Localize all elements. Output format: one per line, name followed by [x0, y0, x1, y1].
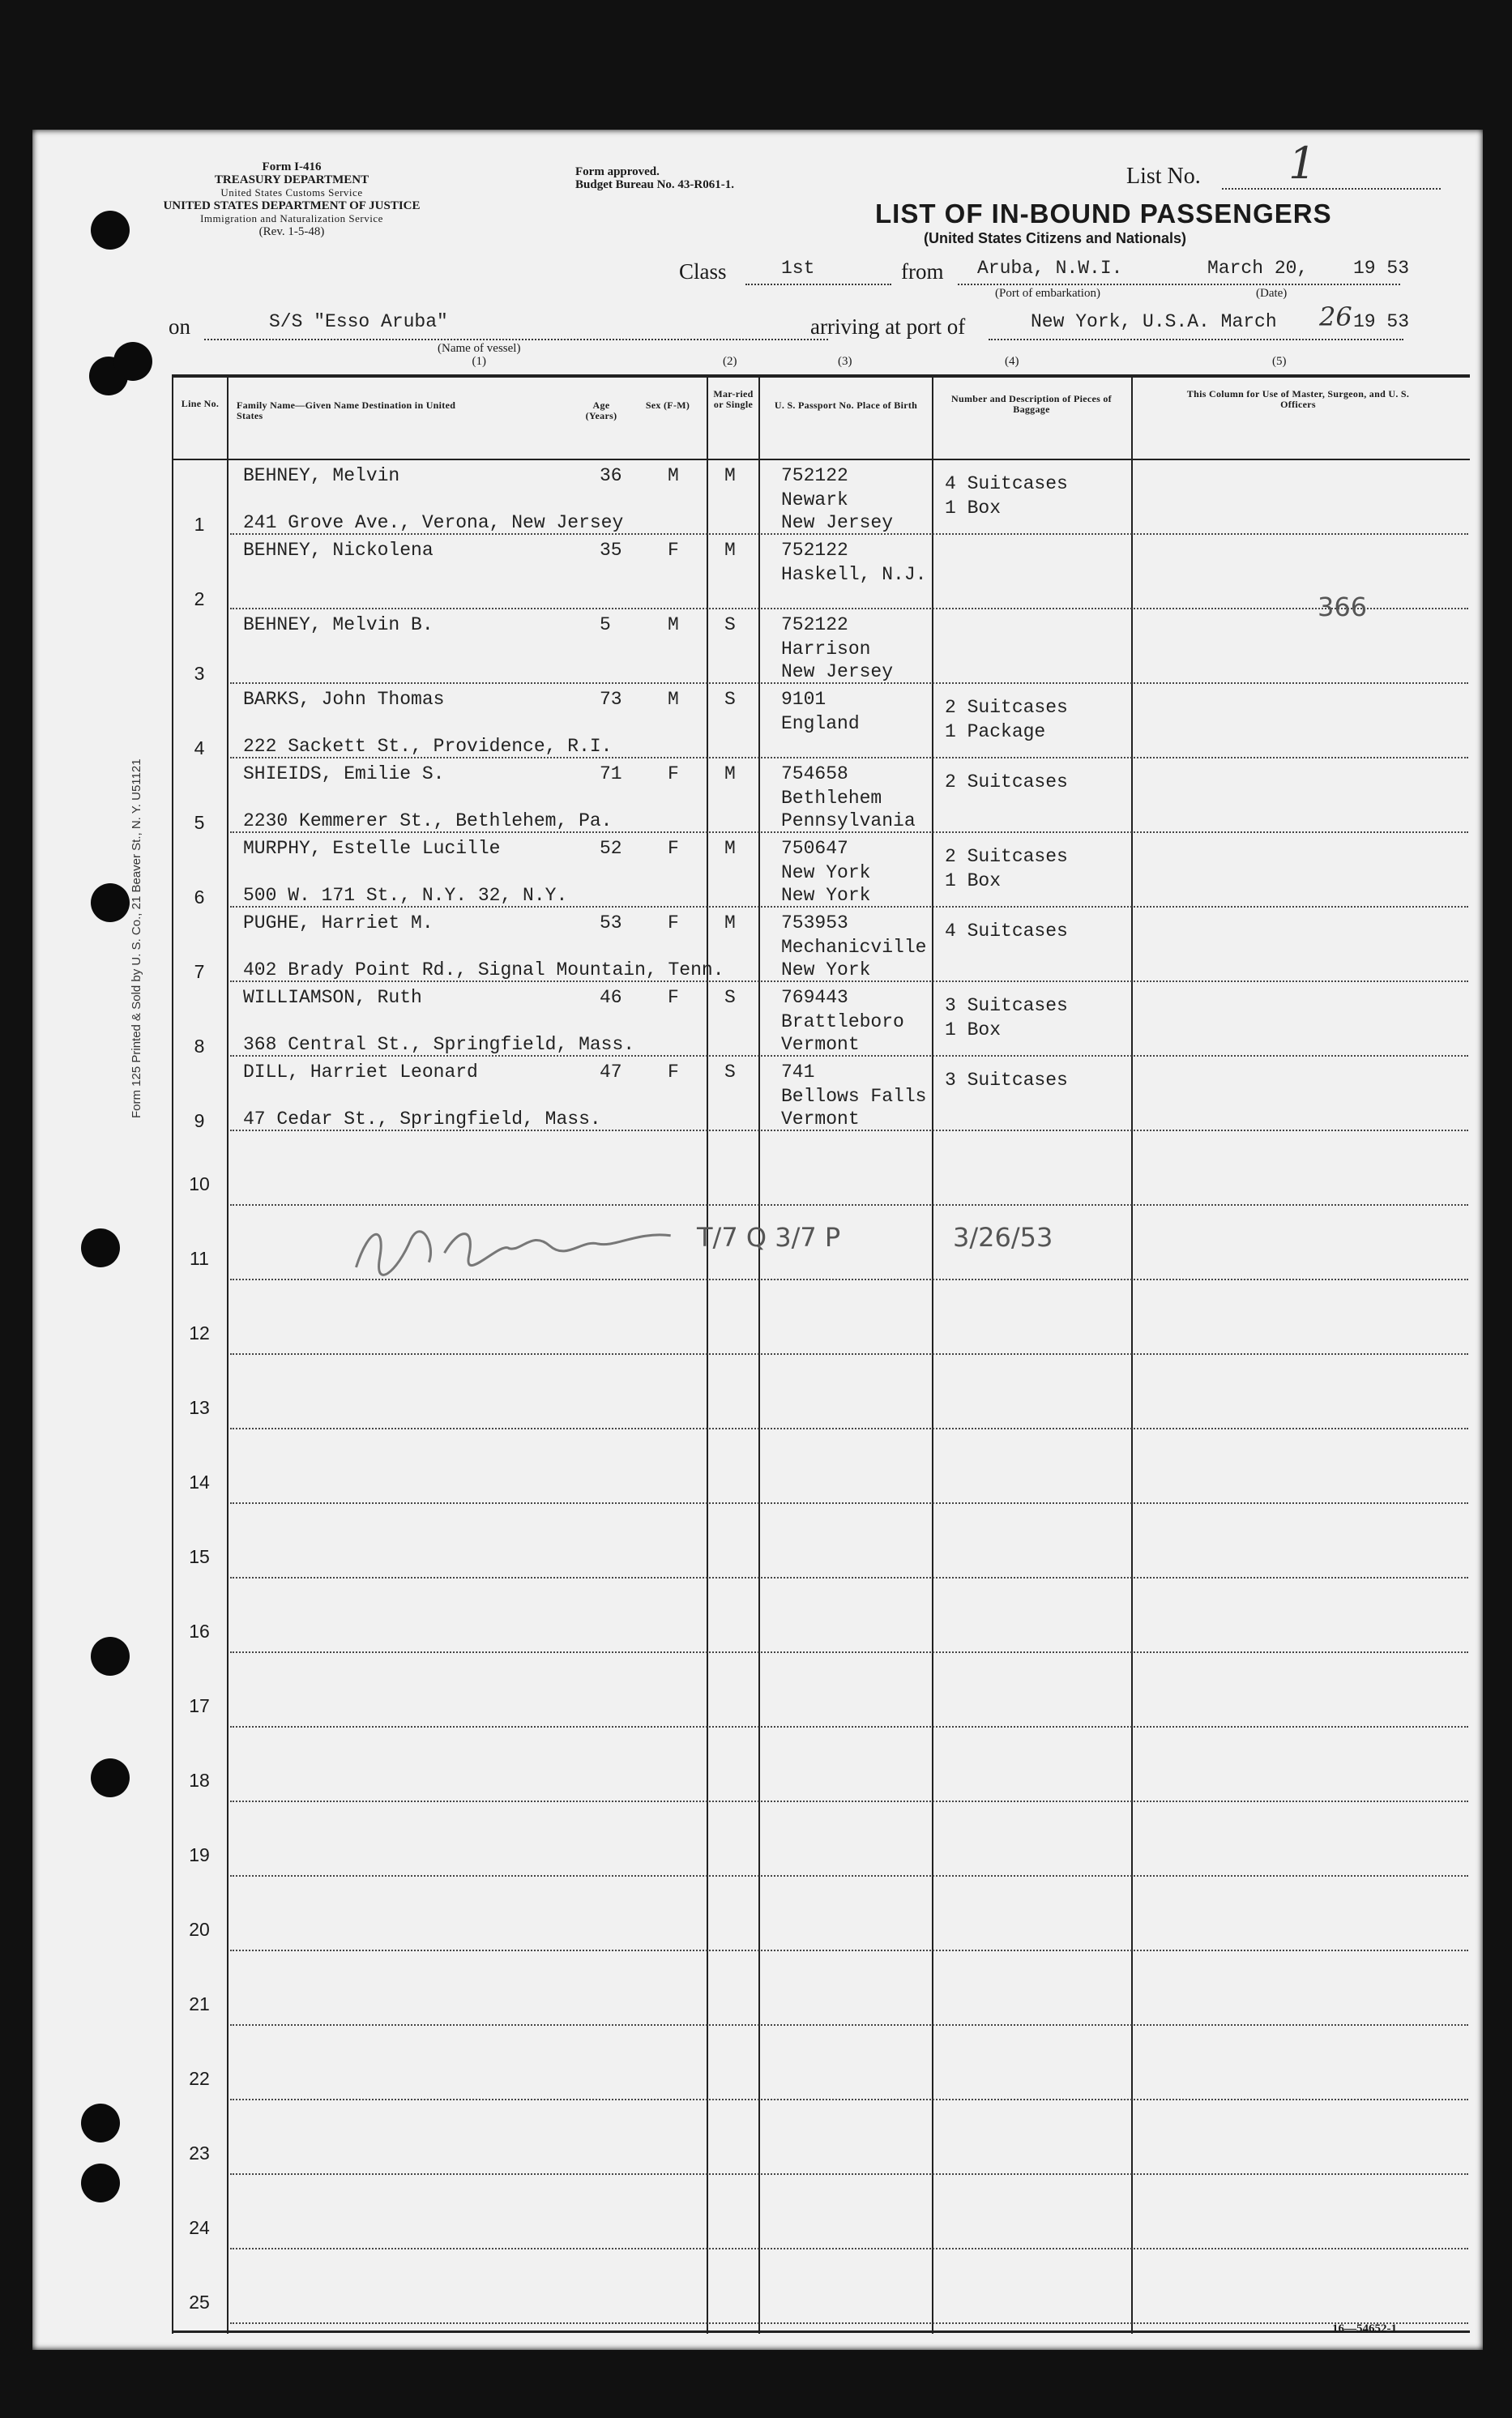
vessel-caption-text: (Name of vessel): [438, 342, 521, 355]
table-row: [172, 2027, 1470, 2102]
table-row: [172, 536, 1470, 611]
birthplace-line1: Newark: [781, 489, 848, 511]
passenger-age: 73: [600, 689, 622, 710]
line-number: 3: [194, 663, 205, 684]
line-number: 22: [189, 2068, 210, 2089]
row-rule: [230, 2024, 1468, 2026]
line-number: 8: [194, 1036, 205, 1057]
table-row: [172, 760, 1470, 835]
arrival-day: 26: [1319, 301, 1352, 332]
passenger-marital: M: [724, 838, 736, 859]
table-row: [172, 462, 1470, 536]
passenger-sex: F: [668, 987, 679, 1008]
baggage-line1: 4 Suitcases: [945, 473, 1068, 494]
punch-hole: [91, 1637, 130, 1676]
passenger-marital: S: [724, 689, 736, 710]
from-port: Aruba, N.W.I.: [977, 258, 1123, 279]
from-year: 19 53: [1353, 258, 1410, 279]
arrival-line: [989, 339, 1403, 340]
passenger-name: SHIEIDS, Emilie S.: [243, 763, 445, 784]
table-row: [172, 1133, 1470, 1207]
table-row: [172, 1282, 1470, 1356]
row-rule: [230, 1950, 1468, 1951]
passenger-age: 36: [600, 465, 622, 486]
table-row: [172, 1804, 1470, 1878]
row-rule: [230, 2322, 1468, 2324]
passenger-name: BEHNEY, Melvin: [243, 465, 400, 486]
punch-hole: [91, 883, 130, 922]
line-number: 5: [194, 812, 205, 833]
passenger-marital: S: [724, 987, 736, 1008]
line-number: 13: [189, 1397, 210, 1418]
table-row: [172, 1431, 1470, 1506]
row-rule: [230, 831, 1468, 833]
line-number: 12: [189, 1322, 210, 1344]
passenger-marital: S: [724, 1062, 736, 1083]
table-row: [172, 1953, 1470, 2027]
passenger-sex: M: [668, 465, 679, 486]
line-number: 20: [189, 1919, 210, 1940]
passenger-name: BEHNEY, Melvin B.: [243, 614, 434, 635]
line-number: 11: [190, 1248, 209, 1269]
birthplace-line2: Vermont: [781, 1109, 860, 1130]
row-rule: [230, 1502, 1468, 1504]
birthplace-line1: Brattleboro: [781, 1011, 904, 1032]
passenger-address: 2230 Kemmerer St., Bethlehem, Pa.: [243, 810, 613, 831]
page-title: LIST OF IN-BOUND PASSENGERS: [875, 199, 1332, 229]
birthplace-line2: New York: [781, 959, 871, 980]
passenger-name: BARKS, John Thomas: [243, 689, 445, 710]
passenger-age: 5: [600, 614, 611, 635]
passenger-age: 46: [600, 987, 622, 1008]
passenger-age: 47: [600, 1062, 622, 1083]
punch-hole: [91, 1758, 130, 1797]
customs-label: United States Customs Service: [220, 186, 363, 199]
from-label: from: [901, 259, 944, 284]
treasury-label: TREASURY DEPARTMENT: [214, 173, 369, 186]
table-row: [172, 2251, 1470, 2326]
table-row: [172, 611, 1470, 686]
list-no-value: 1: [1288, 138, 1317, 189]
arrival-port: New York, U.S.A. March: [1031, 311, 1277, 332]
class-line: [745, 284, 891, 285]
passenger-sex: F: [668, 763, 679, 784]
passenger-sex: F: [668, 912, 679, 933]
col-header-age: Age (Years): [585, 399, 617, 421]
col-header-passport: U. S. Passport No. Place of Birth: [774, 399, 918, 411]
passenger-name: BEHNEY, Nickolena: [243, 540, 434, 561]
table-row: [172, 1878, 1470, 1953]
passport-number: 769443: [781, 987, 848, 1008]
col-num-4: (4): [1005, 355, 1019, 368]
line-number: 10: [189, 1173, 210, 1194]
pencil-note: T/7 Q 3/7 P: [697, 1222, 841, 1253]
birthplace-line1: England: [781, 713, 860, 734]
baggage-line2: 1 Package: [945, 721, 1046, 742]
row-rule: [230, 1353, 1468, 1355]
passenger-sex: M: [668, 689, 679, 710]
passenger-address: 222 Sackett St., Providence, R.I.: [243, 736, 613, 757]
port-caption: (Port of embarkation): [995, 287, 1100, 300]
row-rule: [230, 1875, 1468, 1877]
pencil-date: 3/26/53: [953, 1222, 1053, 1253]
list-no-line: [1222, 188, 1441, 190]
col-num-3: (3): [838, 355, 852, 368]
vessel-line: [204, 339, 828, 340]
passenger-name: DILL, Harriet Leonard: [243, 1062, 478, 1083]
baggage-line2: 1 Box: [945, 498, 1002, 519]
passenger-age: 35: [600, 540, 622, 561]
birthplace-line1: Mechanicville: [781, 937, 927, 958]
row-rule: [230, 1726, 1468, 1728]
punch-hole: [81, 2104, 120, 2142]
passenger-marital: M: [724, 465, 736, 486]
line-number: 21: [189, 1993, 210, 2014]
passport-number: 754658: [781, 763, 848, 784]
form-approved-label: Form approved.: [575, 165, 660, 178]
passport-number: 752122: [781, 614, 848, 635]
passport-number: 750647: [781, 838, 848, 859]
line-number: 18: [189, 1770, 210, 1791]
line-number: 15: [189, 1546, 210, 1567]
date-caption: (Date): [1256, 287, 1288, 300]
officer-mark: 366: [1318, 592, 1368, 622]
birthplace-line2: New York: [781, 885, 871, 906]
col-header-officers: This Column for Use of Master, Surgeon, and U. S. Officers: [1186, 388, 1410, 410]
col-num-2: (2): [723, 355, 737, 368]
row-rule: [230, 1055, 1468, 1057]
passenger-name: WILLIAMSON, Ruth: [243, 987, 422, 1008]
passenger-marital: M: [724, 540, 736, 561]
line-number: 2: [194, 588, 205, 609]
from-line: [958, 284, 1400, 285]
line-number: 6: [194, 886, 205, 908]
arrival-year: 19 53: [1353, 311, 1410, 332]
table-row: [172, 1580, 1470, 1655]
passenger-marital: M: [724, 912, 736, 933]
table-top-border: [172, 374, 1470, 378]
vessel-col-num: (1): [472, 355, 486, 368]
passport-number: 752122: [781, 540, 848, 561]
punch-hole: [81, 1228, 120, 1267]
birthplace-line2: Vermont: [781, 1034, 860, 1055]
passenger-age: 52: [600, 838, 622, 859]
passenger-name: PUGHE, Harriet M.: [243, 912, 434, 933]
line-number: 7: [194, 961, 205, 982]
row-rule: [230, 533, 1468, 535]
row-rule: [230, 1577, 1468, 1579]
class-label: Class: [679, 259, 727, 284]
row-rule: [230, 682, 1468, 684]
row-rule: [230, 608, 1468, 609]
baggage-line2: 1 Box: [945, 1019, 1002, 1040]
passenger-address: 368 Central St., Springfield, Mass.: [243, 1034, 635, 1055]
justice-label: UNITED STATES DEPARTMENT OF JUSTICE: [163, 199, 421, 212]
birthplace-line2: New Jersey: [781, 512, 894, 533]
table-row: [172, 835, 1470, 909]
line-number: 14: [189, 1472, 210, 1493]
row-rule: [230, 2099, 1468, 2100]
passenger-sex: M: [668, 614, 679, 635]
row-rule: [230, 1428, 1468, 1429]
passport-number: 741: [781, 1062, 815, 1083]
line-number: 23: [189, 2142, 210, 2164]
header-bottom-border: [172, 459, 1470, 460]
punch-hole: [81, 2164, 120, 2202]
vessel-name: S/S "Esso Aruba": [269, 311, 448, 332]
birthplace-line2: Pennsylvania: [781, 810, 916, 831]
birthplace-line1: Haskell, N.J.: [781, 564, 927, 585]
form-footer: 16—54652-1: [1332, 2322, 1397, 2335]
birthplace-line1: Harrison: [781, 639, 871, 660]
baggage-line1: 3 Suitcases: [945, 1070, 1068, 1091]
budget-label: Budget Bureau No. 43-R061-1.: [575, 178, 734, 191]
passenger-age: 71: [600, 763, 622, 784]
row-rule: [230, 2248, 1468, 2249]
passenger-age: 53: [600, 912, 622, 933]
row-rule: [230, 906, 1468, 908]
passenger-address: 500 W. 171 St., N.Y. 32, N.Y.: [243, 885, 568, 906]
line-number: 1: [194, 514, 205, 535]
revision-label: (Rev. 1-5-48): [258, 225, 325, 238]
header-agencies: [162, 160, 421, 238]
line-number: 4: [194, 737, 205, 758]
passport-number: 9101: [781, 689, 826, 710]
passenger-marital: S: [724, 614, 736, 635]
col-header-line-no: Line No.: [181, 398, 220, 409]
form-number: Form I-416: [262, 160, 322, 173]
page-subtitle: (United States Citizens and Nationals): [924, 230, 1187, 246]
line-number: 17: [189, 1695, 210, 1716]
col-header-baggage: Number and Description of Pieces of Baggage: [951, 393, 1112, 415]
row-rule: [230, 1204, 1468, 1206]
row-rule: [230, 980, 1468, 982]
table-row: [172, 1506, 1470, 1580]
baggage-line1: 3 Suitcases: [945, 995, 1068, 1016]
baggage-line1: 4 Suitcases: [945, 921, 1068, 942]
form-page: [32, 130, 1483, 2350]
arriving-label: arriving at port of: [810, 314, 966, 339]
vessel-caption: [438, 342, 520, 368]
table-row: [172, 909, 1470, 984]
table-row: [172, 2102, 1470, 2177]
birthplace-line1: New York: [781, 862, 871, 883]
from-date: March 20,: [1207, 258, 1309, 279]
baggage-line2: 1 Box: [945, 870, 1002, 891]
passenger-sex: F: [668, 540, 679, 561]
passenger-address: 47 Cedar St., Springfield, Mass.: [243, 1109, 601, 1130]
birthplace-line2: New Jersey: [781, 661, 894, 682]
col-num-5: (5): [1272, 355, 1287, 368]
passport-number: 753953: [781, 912, 848, 933]
passenger-sex: F: [668, 838, 679, 859]
birthplace-line1: Bethlehem: [781, 788, 882, 809]
col-header-married: Mar-ried or Single: [713, 388, 754, 410]
printer-imprint: Form 125 Printed & Sold by U. S. Co., 21 Beaver St., N. Y. U51121: [130, 758, 143, 1118]
col-header-sex: Sex (F-M): [645, 399, 690, 411]
line-number: 24: [189, 2217, 210, 2238]
line-number: 19: [189, 1844, 210, 1865]
line-number: 25: [189, 2292, 210, 2313]
row-rule: [230, 1651, 1468, 1653]
punch-hole: [113, 342, 152, 381]
row-rule: [230, 1130, 1468, 1131]
table-bottom-border: [172, 2330, 1470, 2333]
passenger-address: 402 Brady Point Rd., Signal Mountain, Tenn.: [243, 959, 724, 980]
baggage-line1: 2 Suitcases: [945, 771, 1068, 792]
baggage-line1: 2 Suitcases: [945, 846, 1068, 867]
table-row: [172, 1655, 1470, 1729]
table-row: [172, 2177, 1470, 2251]
approval-block: [575, 165, 734, 191]
line-number: 16: [189, 1621, 210, 1642]
row-rule: [230, 2173, 1468, 2175]
row-rule: [230, 757, 1468, 758]
table-row: [172, 1729, 1470, 1804]
row-rule: [230, 1801, 1468, 1802]
ins-label: Immigration and Naturalization Service: [200, 212, 383, 224]
table-row: [172, 686, 1470, 760]
passenger-address: 241 Grove Ave., Verona, New Jersey: [243, 512, 624, 533]
baggage-line1: 2 Suitcases: [945, 697, 1068, 718]
table-row: [172, 984, 1470, 1058]
birthplace-line1: Bellows Falls: [781, 1086, 927, 1107]
passenger-sex: F: [668, 1062, 679, 1083]
punch-hole: [91, 211, 130, 250]
on-label: on: [169, 314, 190, 339]
list-no-label: List No.: [1126, 164, 1201, 189]
passenger-marital: M: [724, 763, 736, 784]
passenger-table: [172, 374, 1470, 2334]
table-row: [172, 1058, 1470, 1133]
class-value: 1st: [781, 258, 815, 279]
passenger-name: MURPHY, Estelle Lucille: [243, 838, 501, 859]
passport-number: 752122: [781, 465, 848, 486]
table-row: [172, 1356, 1470, 1431]
col-header-name: Family Name—Given Name Destination in United States: [237, 399, 456, 421]
line-number: 9: [194, 1110, 205, 1131]
